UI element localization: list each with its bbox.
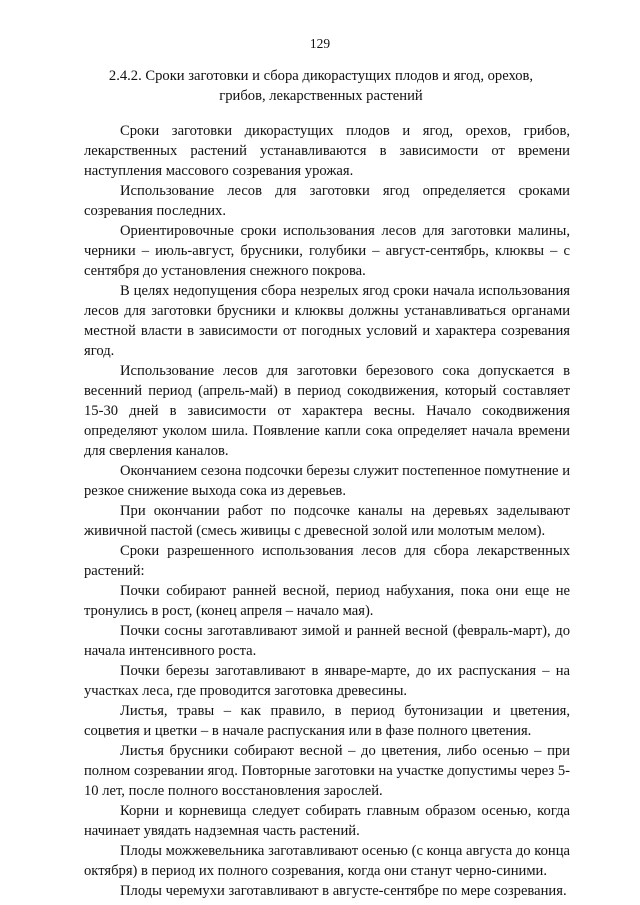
document-body xyxy=(84,121,570,901)
paragraph: Почки березы заготавливают в январе-марте, до их распускания – на участках леса, где проводится заготовка древесины. xyxy=(84,663,570,699)
paragraph: Корни и корневища следует собирать главным образом осенью, когда начинает увядать надземная часть растений. xyxy=(84,803,570,839)
section-heading: 2.4.2. Сроки заготовки и сбора дикорастущих плодов и ягод, орехов, грибов, лекарственных растений xyxy=(108,68,534,104)
paragraph: Сроки заготовки дикорастущих плодов и ягод, орехов, грибов, лекарственных растений устанавливаются в зависимости от времени наступления массового созревания урожая. xyxy=(84,123,570,179)
paragraph: Плоды можжевельника заготавливают осенью (с конца августа до конца октября) в период их полного созревания, когда они станут черно-синими. xyxy=(84,843,570,879)
paragraph: В целях недопущения сбора незрелых ягод сроки начала использования лесов для заготовки брусники и клюквы должны устанавливаться органами местной власти в зависимости от погодных условий и характера созревания ягод. xyxy=(84,283,570,359)
paragraph: Листья брусники собирают весной – до цветения, либо осенью – при полном созревании ягод. Повторные заготовки на участке допустимы через 5-10 лет, после полного восстановления зарослей. xyxy=(84,743,570,799)
paragraph: Использование лесов для заготовки березового сока допускается в весенний период (апрель-май) в период сокодвижения, который составляет 15-30 дней в зависимости от характера весны. Начало сокодвижения определяют уколом шила. Появление капли сока определяет начала времени для сверления каналов. xyxy=(84,363,570,459)
paragraph: Сроки разрешенного использования лесов для сбора лекарственных растений: xyxy=(84,543,570,579)
paragraph: При окончании работ по подсочке каналы на деревьях заделывают живичной пастой (смесь живицы с древесной золой или молотым мелом). xyxy=(84,503,570,539)
paragraph: Использование лесов для заготовки ягод определяется сроками созревания последних. xyxy=(84,183,570,219)
paragraph: Почки собирают ранней весной, период набухания, пока они еще не тронулись в рост, (конец апреля – начало мая). xyxy=(84,583,570,619)
page-number: 129 xyxy=(309,36,331,51)
paragraph: Листья, травы – как правило, в период бутонизации и цветения, соцветия и цветки – в начале распускания или в фазе полного цветения. xyxy=(84,703,570,739)
paragraph: Почки сосны заготавливают зимой и ранней весной (февраль-март), до начала интенсивного роста. xyxy=(84,623,570,659)
paragraph: Окончанием сезона подсочки березы служит постепенное помутнение и резкое снижение выхода сока из деревьев. xyxy=(84,463,570,499)
paragraph: Ориентировочные сроки использования лесов для заготовки малины, черники – июль-август, брусники, голубики – август-сентябрь, клюквы – с сентября до установления снежного покрова. xyxy=(84,223,570,279)
paragraph: Плоды черемухи заготавливают в августе-сентябре по мере созревания. xyxy=(120,883,567,899)
